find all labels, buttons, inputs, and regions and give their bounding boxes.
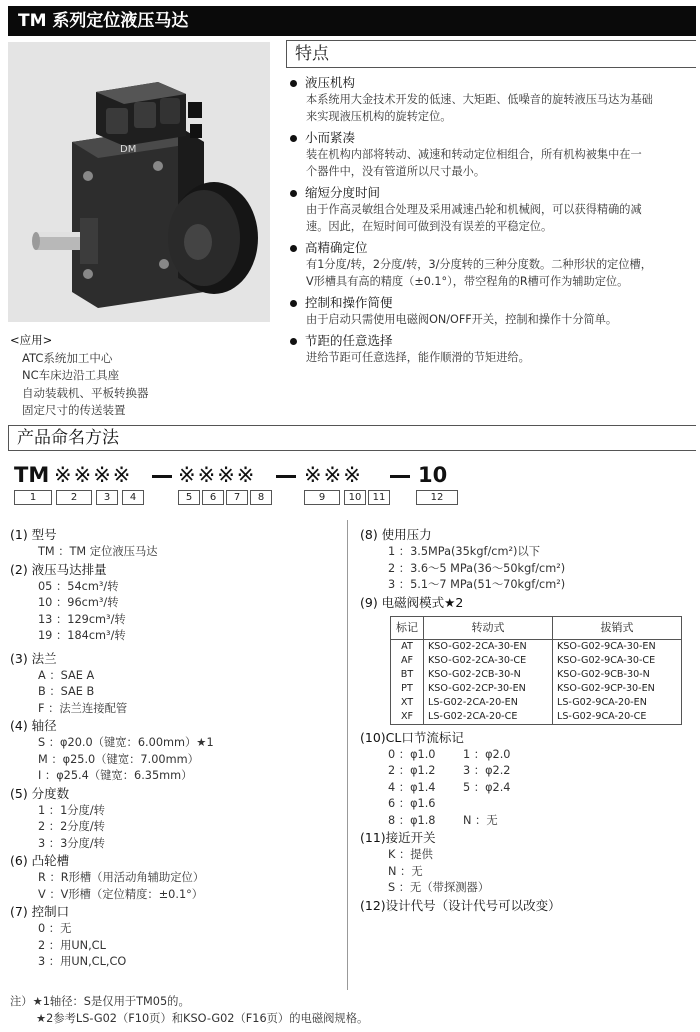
code-group-2: ※※※※ (178, 463, 257, 487)
spec-title: (3) 法兰 (10, 650, 57, 666)
features-heading: 特点 (286, 40, 696, 68)
code-dash (390, 475, 410, 478)
code-position-box: 11 (368, 490, 390, 505)
table-cell: AF (391, 654, 424, 668)
table-cell: LS-G02-9CA-20-CE (553, 710, 682, 725)
code-position-box: 9 (304, 490, 340, 505)
table-cell: LS-G02-9CA-20-EN (553, 696, 682, 710)
svg-text:DM: DM (120, 144, 137, 155)
footnote: ★2参考LS-G02（F10页）和KSO-G02（F16页）的电磁阀规格。 (36, 1012, 369, 1025)
feature-item (288, 74, 693, 125)
bullet-icon (290, 135, 297, 142)
feature-line: 由于作高灵敏组合处理及采用减速凸轮和机械阀，可以获得精确的减 (306, 203, 642, 216)
table-row (391, 682, 682, 696)
table-header: 拔销式 (553, 616, 682, 639)
spec-line: 0 ：无 (38, 922, 72, 935)
spec-line: 1 ：3.5MPa(35kgf/cm²)以下 (388, 545, 541, 558)
table-row (391, 639, 682, 654)
spec-line: 10 ：96cm³/转 (38, 596, 119, 609)
feature-title: 小而紧凑 (305, 130, 356, 145)
footnote: 注）★1轴径：S是仅用于TM05的。 (10, 995, 190, 1008)
feature-item (288, 239, 693, 290)
application-section (10, 332, 270, 420)
feature-title: 节距的任意选择 (305, 333, 393, 348)
spec-line: B ：SAE B (38, 685, 95, 698)
table-header: 标记 (391, 616, 424, 639)
table-header-row (391, 616, 682, 639)
spec-line: V ：V形槽（定位精度：±0.1°） (38, 887, 204, 901)
code-dash (276, 475, 296, 478)
spec-title: (11)接近开关 (360, 830, 436, 845)
spec-title: (2) 液压马达排量 (10, 561, 107, 577)
table-header: 转动式 (424, 616, 553, 639)
column-divider (347, 520, 348, 990)
spec-line: A ：SAE A (38, 668, 95, 682)
feature-line: 进给节距可任意选择，能作顺滑的节矩进给。 (306, 351, 530, 364)
table-cell: XF (391, 710, 424, 725)
feature-line: 装在机构内部将转动、减速和转动定位相组合，所有机构被集中在一 (306, 148, 642, 161)
table-cell: KSO-G02-2CB-30-N (424, 668, 553, 682)
table-cell: KSO-G02-2CA-30-EN (424, 639, 553, 654)
spec-title: (4) 轴径 (10, 718, 57, 733)
cl-row (360, 763, 690, 780)
spec-line: 2 ：2分度/转 (38, 820, 105, 833)
spec-title: (8) 使用压力 (360, 527, 432, 542)
hydraulic-motor-illustration (8, 42, 270, 322)
naming-heading: 产品命名方法 (8, 425, 696, 451)
cl-value: 8 ：φ1.8 (388, 813, 436, 827)
spec-line: S ：无（带探测器） (388, 881, 490, 894)
cl-value: 2 ：φ1.2 (388, 764, 436, 777)
spec-line: 1 ：1分度/转 (38, 803, 105, 817)
spec-line: 2 ：3.6～5 MPa(36～50kgf/cm²) (388, 561, 566, 575)
spec-title: (9) 电磁阀模式★2 (360, 594, 464, 610)
bullet-icon (290, 300, 297, 307)
feature-line: 有1分度/转，2分度/转，3/分度转的三种分度数。二种形状的定位槽， (306, 258, 652, 271)
code-position-box: 4 (122, 490, 144, 505)
bullet-icon (290, 338, 297, 345)
cl-value: 0 ：φ1.0 (388, 747, 436, 761)
spec-line: 2 ：用UN,CL (38, 938, 106, 952)
cl-value: 6 ：φ1.6 (388, 797, 436, 810)
table-row (391, 654, 682, 668)
table-cell: PT (391, 682, 424, 696)
spec-line: K ：提供 (388, 848, 433, 861)
cl-row (360, 780, 690, 797)
code-position-box: 7 (226, 490, 248, 505)
table-cell: KSO-G02-9CP-30-EN (553, 682, 682, 696)
spec-title: (12)设计代号（设计代号可以改变） (360, 897, 561, 913)
footnotes (10, 993, 690, 1027)
feature-line: 由于启动只需使用电磁阀ON/OFF开关，控制和操作十分简单。 (306, 313, 618, 326)
spec-line: N ：无 (388, 864, 423, 878)
product-photo (8, 42, 270, 322)
spec-title: (1) 型号 (10, 527, 57, 542)
code-position-box: 6 (202, 490, 224, 505)
spec-line: F ：法兰连接配管 (38, 701, 128, 715)
table-cell: BT (391, 668, 424, 682)
page-title-bar (8, 6, 696, 36)
code-position-box: 2 (56, 490, 92, 505)
spec-line: 3 ：用UN,CL,CO (38, 955, 127, 968)
table-row (391, 668, 682, 682)
feature-title: 液压机构 (305, 75, 356, 90)
spec-title: (10)CL口节流标记 (360, 729, 464, 745)
code-prefix: TM (14, 463, 50, 487)
cl-value: N ：无 (463, 813, 498, 827)
spec-left-column (10, 526, 340, 971)
code-position-box: 8 (250, 490, 272, 505)
bullet-icon (290, 80, 297, 87)
feature-title: 高精确定位 (305, 240, 368, 255)
bullet-icon (290, 190, 297, 197)
feature-line: 个器件中，没有管道所以尺寸最小。 (306, 165, 486, 178)
spec-right-column (360, 526, 690, 915)
table-cell: LS-G02-2CA-20-EN (424, 696, 553, 710)
spec-line: 05 ：54cm³/转 (38, 579, 119, 593)
bullet-icon (290, 245, 297, 252)
spec-line: 13 ：129cm³/转 (38, 612, 126, 626)
cl-row (360, 747, 690, 764)
feature-title: 控制和操作简便 (305, 295, 393, 310)
valve-table (390, 616, 682, 725)
application-item: ATC系统加工中心 (22, 350, 113, 365)
table-cell: KSO-G02-2CP-30-EN (424, 682, 553, 696)
code-position-box: 5 (178, 490, 200, 505)
table-row (391, 696, 682, 710)
feature-item (288, 184, 693, 235)
code-position-box: 12 (416, 490, 458, 505)
table-row (391, 710, 682, 725)
spec-line: TM ：TM 定位液压马达 (38, 545, 158, 558)
table-cell: KSO-G02-2CA-30-CE (424, 654, 553, 668)
feature-title: 缩短分度时间 (305, 185, 381, 200)
feature-item (288, 294, 693, 328)
spec-line: S ：φ20.0（键宽：6.00mm）★1 (38, 736, 214, 749)
spec-line: I ：φ25.4（键宽：6.35mm） (38, 769, 193, 782)
feature-line: 速。因此，在短时间可做到没有误差的平稳定位。 (306, 220, 553, 233)
spec-title: (5) 分度数 (10, 785, 70, 801)
cl-value: 1 ：φ2.0 (463, 747, 511, 761)
application-item: NC车床边沿工具座 (22, 368, 120, 382)
code-suffix: 10 (418, 463, 448, 487)
code-position-box: 10 (344, 490, 366, 505)
spec-line: R ：R形槽（用活动角辅助定位） (38, 871, 205, 884)
cl-row (360, 813, 690, 830)
table-cell: KSO-G02-9CA-30-EN (553, 639, 682, 654)
code-group-1: ※※※※ (54, 463, 133, 487)
spec-line: 3 ：5.1～7 MPa(51～70kgf/cm²) (388, 578, 566, 591)
feature-item (288, 332, 693, 366)
spec-line: 3 ：3分度/转 (38, 836, 105, 850)
code-group-3: ※※※ (304, 463, 363, 487)
table-cell: XT (391, 696, 424, 710)
cl-value: 5 ：φ2.4 (463, 780, 511, 794)
page-title: TM 系列定位液压马达 (18, 11, 189, 31)
spec-line: M ：φ25.0（键宽：7.00mm） (38, 752, 199, 766)
cl-row (360, 796, 690, 813)
feature-item (288, 129, 693, 180)
code-position-box: 1 (14, 490, 52, 505)
table-cell: KSO-G02-9CA-30-CE (553, 654, 682, 668)
cl-value: 4 ：φ1.4 (388, 780, 436, 794)
spec-title: (7) 控制口 (10, 904, 70, 919)
feature-line: 来实现液压机构的旋转定位。 (306, 110, 452, 123)
application-item: 自动装载机、平板转换器 (22, 385, 149, 400)
spec-line: 19 ：184cm³/转 (38, 629, 126, 642)
table-cell: KSO-G02-9CB-30-N (553, 668, 682, 682)
cl-value (463, 796, 538, 813)
code-dash (152, 475, 172, 478)
features-list (288, 74, 693, 370)
feature-line: V形槽具有高的精度（±0.1°），带空程角的R槽可作为辅助定位。 (306, 275, 629, 288)
cl-value: 3 ：φ2.2 (463, 764, 511, 777)
application-heading: <应用> (10, 333, 53, 347)
table-cell: LS-G02-2CA-20-CE (424, 710, 553, 725)
feature-line: 本系统用大金技术开发的低速、大矩距、低噪音的旋转液压马达为基础 (306, 93, 653, 106)
spec-title: (6) 凸轮槽 (10, 853, 70, 868)
table-cell: AT (391, 639, 424, 654)
application-item: 固定尺寸的传送装置 (22, 403, 126, 417)
code-position-box: 3 (96, 490, 118, 505)
